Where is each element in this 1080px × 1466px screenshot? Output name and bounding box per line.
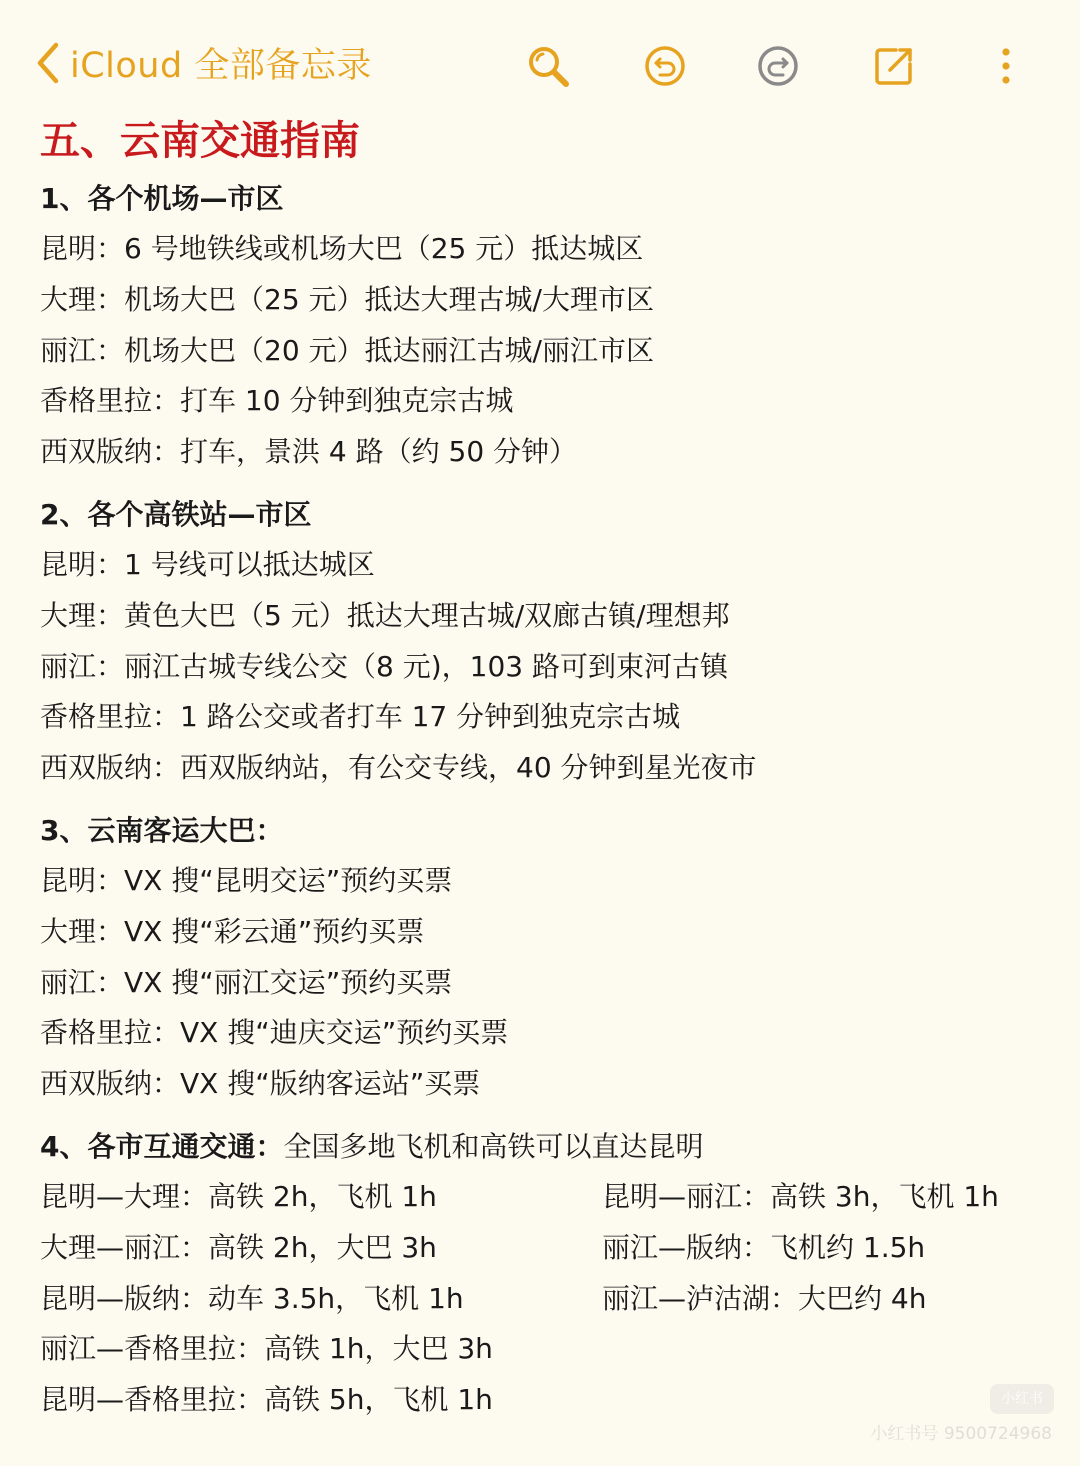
route-column-left xyxy=(40,1172,464,1324)
section-airports xyxy=(40,174,1050,478)
back-label: iCloud 全部备忘录 xyxy=(70,46,372,86)
note-line: 丽江：丽江古城专线公交（8 元)，103 路可到束河古镇 xyxy=(40,649,728,683)
note-line: 昆明：1 号线可以抵达城区 xyxy=(40,547,375,581)
note-line: 大理：VX 搜“彩云通”预约买票 xyxy=(40,914,425,948)
chevron-left-icon xyxy=(34,41,60,85)
note-line: 西双版纳：VX 搜“版纳客运站”买票 xyxy=(40,1067,481,1101)
route-line: 丽江—泸沽湖：大巴约 4h xyxy=(602,1281,927,1315)
note-line: 丽江：VX 搜“丽江交运”预约买票 xyxy=(40,965,453,999)
redo-button[interactable] xyxy=(754,42,802,90)
more-button[interactable] xyxy=(982,42,1030,90)
note-line: 昆明：VX 搜“昆明交运”预约买票 xyxy=(40,863,453,897)
note-line: 丽江：机场大巴（20 元）抵达丽江古城/丽江市区 xyxy=(40,333,654,367)
section-heading: 1、各个机场—市区 xyxy=(40,182,284,215)
watermark-text: 小红书号 9500724968 xyxy=(870,1424,1052,1444)
undo-icon xyxy=(643,44,687,88)
route-line: 昆明—版纳：动车 3.5h，飞机 1h xyxy=(40,1281,464,1315)
watermark-badge: 小红书 xyxy=(990,1384,1054,1414)
route-line: 大理—丽江：高铁 2h，大巴 3h xyxy=(40,1230,437,1264)
compose-button[interactable] xyxy=(870,42,918,90)
undo-button[interactable] xyxy=(641,42,689,90)
note-line: 香格里拉：VX 搜“迪庆交运”预约买票 xyxy=(40,1016,509,1050)
redo-icon xyxy=(756,44,800,88)
route-column-right xyxy=(602,1172,999,1324)
note-line: 香格里拉：1 路公交或者打车 17 分钟到独克宗古城 xyxy=(40,700,681,734)
note-line: 西双版纳：打车，景洪 4 路（约 50 分钟） xyxy=(40,435,578,469)
more-icon xyxy=(998,44,1014,88)
note-title: 五、云南交通指南 xyxy=(40,118,360,164)
section-heading-label: 4、各市互通交通： xyxy=(40,1129,284,1163)
note-line: 香格里拉：打车 10 分钟到独克宗古城 xyxy=(40,384,514,418)
route-line: 昆明—香格里拉：高铁 5h，飞机 1h xyxy=(40,1382,493,1416)
compose-icon xyxy=(872,44,916,88)
section-intercity xyxy=(40,1122,1050,1426)
section-heading: 2、各个高铁站—市区 xyxy=(40,497,312,531)
note-line: 大理：机场大巴（25 元）抵达大理古城/大理市区 xyxy=(40,282,654,316)
section-rail-stations xyxy=(40,490,1050,794)
route-line: 丽江—版纳：飞机约 1.5h xyxy=(602,1230,926,1264)
back-button[interactable] xyxy=(34,38,372,88)
section-coach-bus xyxy=(40,806,1050,1110)
section-heading: 3、云南客运大巴： xyxy=(40,813,284,847)
route-grid xyxy=(40,1172,1050,1324)
route-line: 昆明—大理：高铁 2h，飞机 1h xyxy=(40,1179,437,1213)
search-button[interactable] xyxy=(524,42,572,90)
search-icon xyxy=(525,43,571,89)
note-line: 昆明：6 号地铁线或机场大巴（25 元）抵达城区 xyxy=(40,232,644,265)
route-line: 丽江—香格里拉：高铁 1h，大巴 3h xyxy=(40,1331,493,1365)
section-heading xyxy=(40,1122,1050,1172)
toolbar xyxy=(0,0,1080,120)
note-line: 大理：黄色大巴（5 元）抵达大理古城/双廊古镇/理想邦 xyxy=(40,598,730,632)
section-heading-note: 全国多地飞机和高铁可以直达昆明 xyxy=(283,1129,704,1163)
note-body[interactable] xyxy=(40,110,1050,1426)
route-line: 昆明—丽江：高铁 3h，飞机 1h xyxy=(602,1179,999,1213)
note-line: 西双版纳：西双版纳站，有公交专线，40 分钟到星光夜市 xyxy=(40,751,757,785)
